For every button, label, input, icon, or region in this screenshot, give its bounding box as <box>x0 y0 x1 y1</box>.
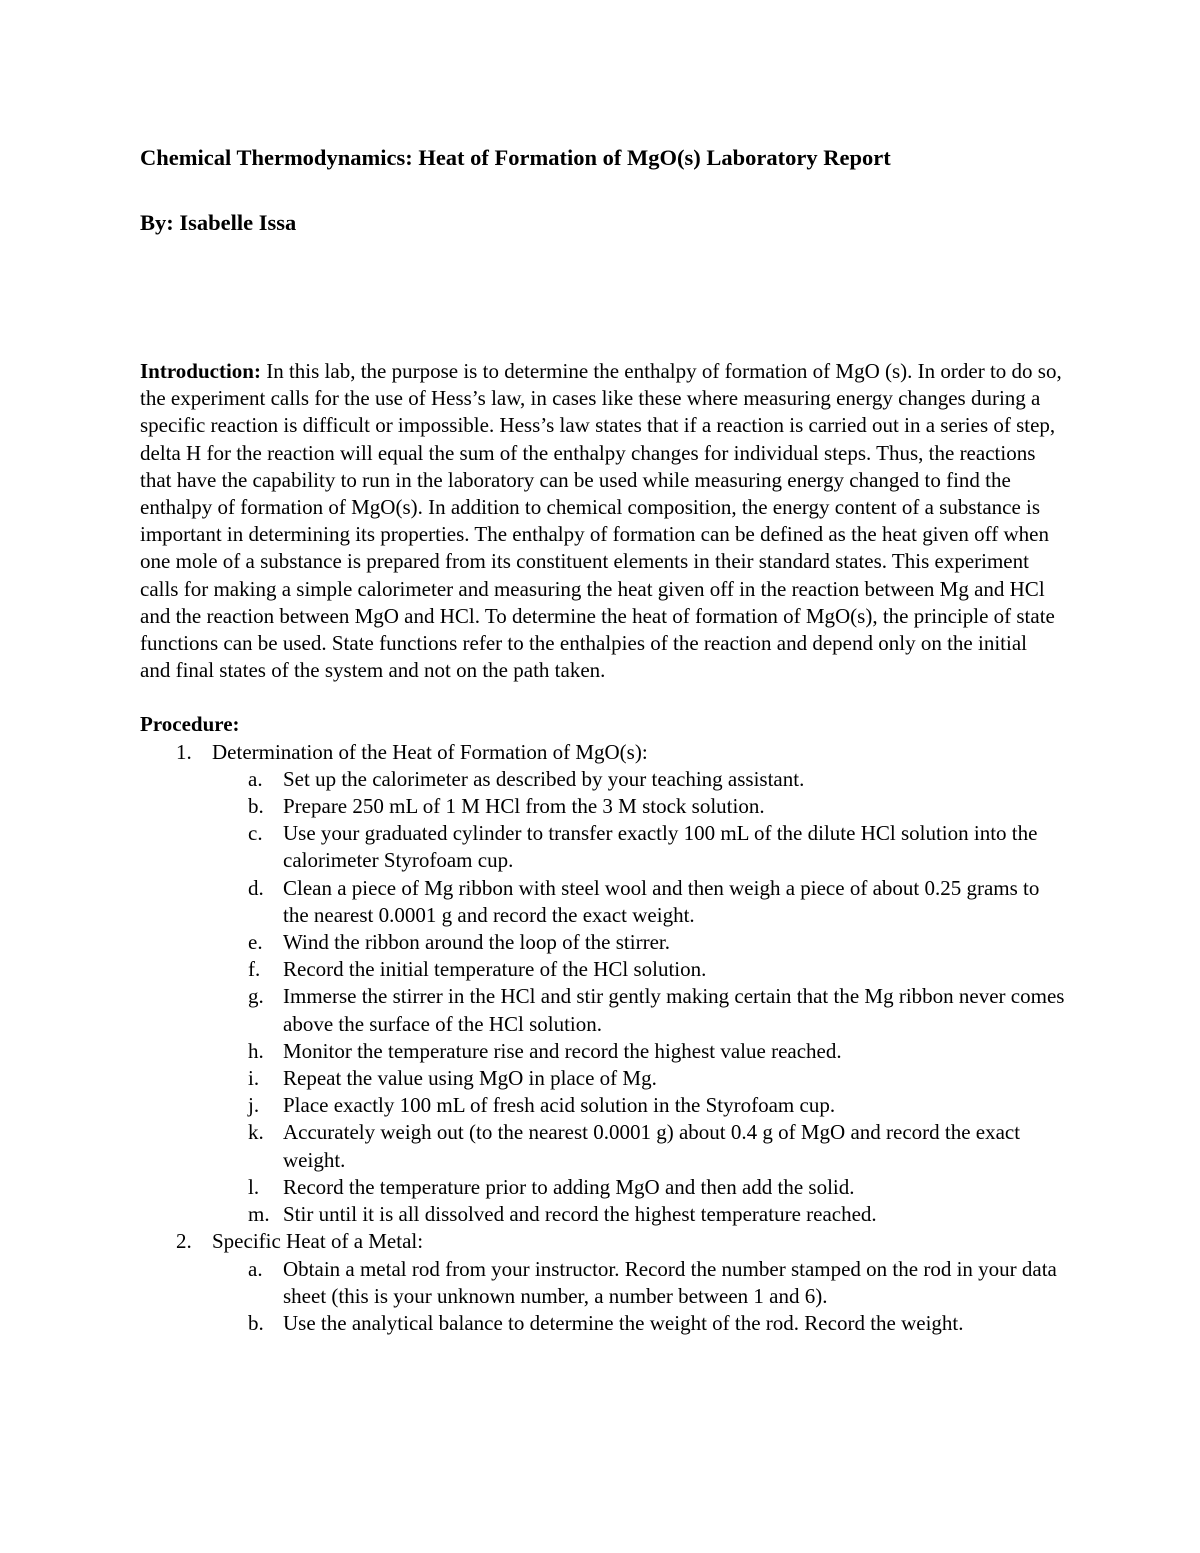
step-text: Monitor the temperature rise and record the highest value reached. <box>283 1038 842 1063</box>
introduction-text: In this lab, the purpose is to determine the enthalpy of formation of MgO (s). In order to do so, the experiment calls for the use of Hess’s law, in cases like these where measuring energy changes during a specific reaction is difficult or impossible. Hess’s law states that if a reaction is carried out in a series of step, delta H for the reaction will equal the sum of the enthalpy changes for individual steps. Thus, the reactions that have the capability to run in the laboratory can be used while measuring energy changed to find the enthalpy of formation of MgO(s). In addition to chemical composition, the energy content of a substance is important in determining its properties. The enthalpy of formation can be defined as the heat given off when one mole of a substance is prepared from its constituent elements in their standard states. This experiment calls for making a simple calorimeter and measuring the heat given off in the reaction between Mg and HCl and the reaction between MgO and HCl. To determine the heat of formation of MgO(s), the principle of state functions can be used. State functions refer to the enthalpies of the reaction and depend only on the initial and final states of the system and not on the path taken. <box>140 359 1062 683</box>
section-number: 1. <box>176 739 192 764</box>
step-letter: j. <box>248 1093 260 1118</box>
procedure-step <box>212 1256 1070 1310</box>
report-title: Chemical Thermodynamics: Heat of Formation of MgO(s) Laboratory Report <box>140 145 891 170</box>
step-letter: h. <box>248 1038 264 1063</box>
procedure-step <box>212 929 1070 956</box>
step-letter: f. <box>248 957 261 982</box>
procedure-section <box>140 1228 1070 1337</box>
step-letter: m. <box>248 1202 270 1227</box>
step-list <box>212 766 1070 1228</box>
procedure-step <box>212 1038 1070 1065</box>
step-text: Clean a piece of Mg ribbon with steel wool and then weigh a piece of about 0.25 grams to the nearest 0.0001 g and record the exact weight. <box>283 875 1040 927</box>
procedure-list <box>140 739 1070 1337</box>
procedure-step <box>212 875 1070 929</box>
step-letter: d. <box>248 875 264 900</box>
step-letter: a. <box>248 766 263 791</box>
step-text: Record the initial temperature of the HCl solution. <box>283 957 707 982</box>
section-number: 2. <box>176 1229 192 1254</box>
step-text: Record the temperature prior to adding MgO and then add the solid. <box>283 1174 855 1199</box>
step-text: Use the analytical balance to determine the weight of the rod. Record the weight. <box>283 1310 964 1335</box>
introduction-paragraph <box>140 358 1062 684</box>
step-text: Obtain a metal rod from your instructor. Record the number stamped on the rod in your data sheet (this is your unknown number, a number between 1 and 6). <box>283 1256 1057 1308</box>
step-text: Prepare 250 mL of 1 M HCl from the 3 M stock solution. <box>283 794 765 819</box>
procedure-step <box>212 956 1070 983</box>
introduction-label: Introduction: <box>140 359 261 383</box>
procedure-section <box>140 739 1070 1229</box>
section-title: Specific Heat of a Metal: <box>212 1229 424 1254</box>
document-body <box>140 142 1070 1337</box>
procedure-heading: Procedure: <box>140 712 240 737</box>
step-text: Repeat the value using MgO in place of Mg. <box>283 1066 657 1091</box>
procedure-step <box>212 1310 1070 1337</box>
step-letter: a. <box>248 1256 263 1281</box>
procedure-step <box>212 1119 1070 1173</box>
step-text: Place exactly 100 mL of fresh acid solution in the Styrofoam cup. <box>283 1093 836 1118</box>
procedure-step <box>212 1065 1070 1092</box>
step-text: Stir until it is all dissolved and record the highest temperature reached. <box>283 1202 877 1227</box>
section-title: Determination of the Heat of Formation of MgO(s): <box>212 739 648 764</box>
step-letter: b. <box>248 794 264 819</box>
step-text: Wind the ribbon around the loop of the stirrer. <box>283 930 670 955</box>
step-text: Use your graduated cylinder to transfer exactly 100 mL of the dilute HCl solution into the calorimeter Styrofoam cup. <box>283 821 1038 873</box>
procedure-step <box>212 1201 1070 1228</box>
step-letter: e. <box>248 930 263 955</box>
procedure-step <box>212 1174 1070 1201</box>
step-letter: b. <box>248 1310 264 1335</box>
procedure-step <box>212 983 1070 1037</box>
step-letter: k. <box>248 1120 264 1145</box>
step-letter: g. <box>248 984 264 1009</box>
step-text: Immerse the stirrer in the HCl and stir gently making certain that the Mg ribbon never comes above the surface of the HCl solution. <box>283 984 1065 1036</box>
procedure-step <box>212 766 1070 793</box>
procedure-step <box>212 793 1070 820</box>
report-author: By: Isabelle Issa <box>140 210 297 235</box>
procedure-step <box>212 1092 1070 1119</box>
step-letter: i. <box>248 1066 260 1091</box>
procedure-step <box>212 820 1070 874</box>
step-letter: c. <box>248 821 263 846</box>
step-text: Accurately weigh out (to the nearest 0.0001 g) about 0.4 g of MgO and record the exact weight. <box>283 1120 1021 1172</box>
step-list <box>212 1256 1070 1338</box>
step-letter: l. <box>248 1174 260 1199</box>
step-text: Set up the calorimeter as described by your teaching assistant. <box>283 766 805 791</box>
